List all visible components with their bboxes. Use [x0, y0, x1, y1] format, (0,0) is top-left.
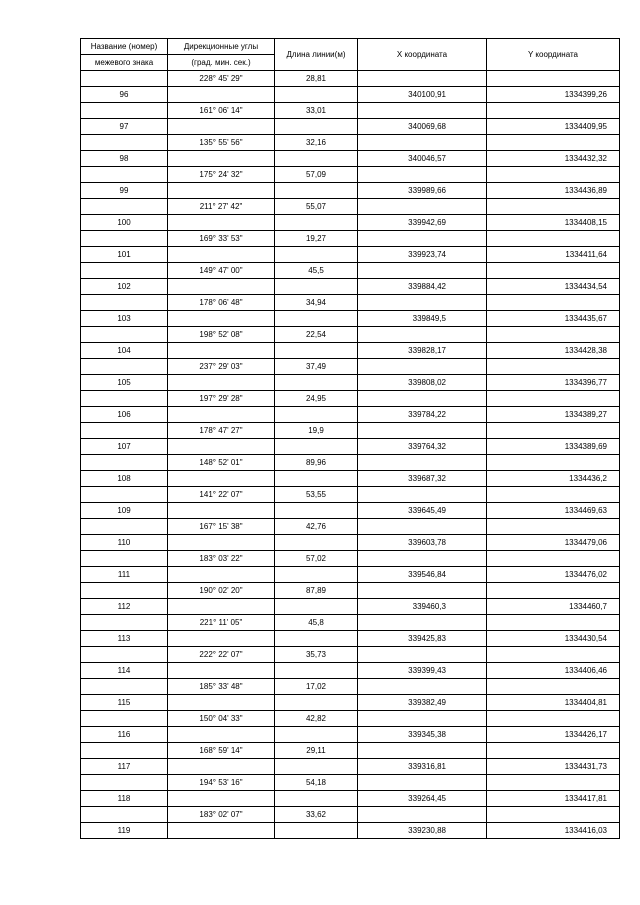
segment-name-cell	[81, 295, 168, 311]
segment-name-cell	[81, 231, 168, 247]
point-row	[81, 151, 620, 167]
point-name-cell: 103	[81, 311, 168, 327]
table-body	[81, 71, 620, 839]
y-cell-empty	[487, 647, 620, 663]
x-coordinate-cell: 339828,17	[358, 343, 487, 359]
y-coordinate-cell: 1334389,69	[487, 439, 620, 455]
y-coordinate-cell: 1334408,15	[487, 215, 620, 231]
angle-cell-empty	[168, 599, 275, 615]
x-coordinate-cell: 339264,45	[358, 791, 487, 807]
point-name-cell: 110	[81, 535, 168, 551]
y-coordinate-cell: 1334436,89	[487, 183, 620, 199]
line-length-cell: 42,76	[275, 519, 358, 535]
angle-cell-empty	[168, 183, 275, 199]
point-name-cell: 117	[81, 759, 168, 775]
x-cell-empty	[358, 359, 487, 375]
x-coordinate-cell: 339546,84	[358, 567, 487, 583]
line-length-cell: 87,89	[275, 583, 358, 599]
y-cell-empty	[487, 487, 620, 503]
line-length-cell: 33,01	[275, 103, 358, 119]
segment-name-cell	[81, 103, 168, 119]
y-cell-empty	[487, 519, 620, 535]
segment-row	[81, 135, 620, 151]
y-cell-empty	[487, 263, 620, 279]
y-coordinate-cell: 1334406,46	[487, 663, 620, 679]
segment-name-cell	[81, 423, 168, 439]
segment-row	[81, 103, 620, 119]
line-length-cell: 57,02	[275, 551, 358, 567]
segment-row	[81, 295, 620, 311]
y-cell-empty	[487, 167, 620, 183]
header-name-line1: Название (номер)	[81, 39, 168, 55]
length-cell-empty	[275, 151, 358, 167]
x-cell-empty	[358, 263, 487, 279]
x-coordinate-cell: 339460,3	[358, 599, 487, 615]
direction-angle-cell: 168° 59' 14"	[168, 743, 275, 759]
y-coordinate-cell: 1334431,73	[487, 759, 620, 775]
length-cell-empty	[275, 311, 358, 327]
segment-name-cell	[81, 359, 168, 375]
y-coordinate-cell: 1334417,81	[487, 791, 620, 807]
direction-angle-cell: 190° 02' 20"	[168, 583, 275, 599]
segment-name-cell	[81, 743, 168, 759]
y-cell-empty	[487, 743, 620, 759]
x-cell-empty	[358, 391, 487, 407]
line-length-cell: 53,55	[275, 487, 358, 503]
angle-cell-empty	[168, 695, 275, 711]
x-cell-empty	[358, 807, 487, 823]
x-cell-empty	[358, 487, 487, 503]
angle-cell-empty	[168, 791, 275, 807]
point-row	[81, 791, 620, 807]
y-cell-empty	[487, 327, 620, 343]
line-length-cell: 55,07	[275, 199, 358, 215]
point-row	[81, 567, 620, 583]
segment-name-cell	[81, 679, 168, 695]
line-length-cell: 45,8	[275, 615, 358, 631]
direction-angle-cell: 149° 47' 00"	[168, 263, 275, 279]
point-name-cell: 116	[81, 727, 168, 743]
x-coordinate-cell: 339784,22	[358, 407, 487, 423]
y-cell-empty	[487, 199, 620, 215]
direction-angle-cell: 150° 04' 33"	[168, 711, 275, 727]
point-name-cell: 99	[81, 183, 168, 199]
line-length-cell: 22,54	[275, 327, 358, 343]
x-cell-empty	[358, 71, 487, 87]
point-row	[81, 215, 620, 231]
header-y: Y координата	[487, 39, 620, 71]
x-coordinate-cell: 340046,57	[358, 151, 487, 167]
x-cell-empty	[358, 775, 487, 791]
point-row	[81, 311, 620, 327]
segment-row	[81, 775, 620, 791]
header-angle-line1: Дирекционные углы	[168, 39, 275, 55]
point-row	[81, 183, 620, 199]
x-coordinate-cell: 339316,81	[358, 759, 487, 775]
y-coordinate-cell: 1334409,95	[487, 119, 620, 135]
angle-cell-empty	[168, 439, 275, 455]
x-coordinate-cell: 339884,42	[358, 279, 487, 295]
y-cell-empty	[487, 679, 620, 695]
point-name-cell: 106	[81, 407, 168, 423]
y-coordinate-cell: 1334469,63	[487, 503, 620, 519]
line-length-cell: 33,62	[275, 807, 358, 823]
point-row	[81, 119, 620, 135]
angle-cell-empty	[168, 215, 275, 231]
point-name-cell: 109	[81, 503, 168, 519]
header-x: X координата	[358, 39, 487, 71]
segment-name-cell	[81, 711, 168, 727]
angle-cell-empty	[168, 279, 275, 295]
direction-angle-cell: 237° 29' 03"	[168, 359, 275, 375]
length-cell-empty	[275, 471, 358, 487]
angle-cell-empty	[168, 823, 275, 839]
table-header-row-1	[81, 39, 620, 55]
direction-angle-cell: 148° 52' 01"	[168, 455, 275, 471]
point-row	[81, 727, 620, 743]
length-cell-empty	[275, 439, 358, 455]
y-coordinate-cell: 1334432,32	[487, 151, 620, 167]
angle-cell-empty	[168, 631, 275, 647]
x-coordinate-cell: 339687,32	[358, 471, 487, 487]
x-cell-empty	[358, 647, 487, 663]
point-row	[81, 439, 620, 455]
length-cell-empty	[275, 727, 358, 743]
direction-angle-cell: 135° 55' 56"	[168, 135, 275, 151]
angle-cell-empty	[168, 503, 275, 519]
header-name-line2: межевого знака	[81, 55, 168, 71]
point-row	[81, 503, 620, 519]
segment-row	[81, 487, 620, 503]
y-coordinate-cell: 1334436,2	[487, 471, 620, 487]
x-coordinate-cell: 339230,88	[358, 823, 487, 839]
length-cell-empty	[275, 215, 358, 231]
segment-row	[81, 711, 620, 727]
segment-row	[81, 519, 620, 535]
length-cell-empty	[275, 279, 358, 295]
boundary-coordinates-table	[80, 38, 620, 839]
segment-name-cell	[81, 807, 168, 823]
header-angle-line2: (град. мин. сек.)	[168, 55, 275, 71]
segment-row	[81, 455, 620, 471]
y-coordinate-cell: 1334426,17	[487, 727, 620, 743]
x-cell-empty	[358, 199, 487, 215]
segment-row	[81, 391, 620, 407]
y-cell-empty	[487, 135, 620, 151]
point-name-cell: 119	[81, 823, 168, 839]
angle-cell-empty	[168, 407, 275, 423]
point-name-cell: 107	[81, 439, 168, 455]
line-length-cell: 32,16	[275, 135, 358, 151]
direction-angle-cell: 222° 22' 07"	[168, 647, 275, 663]
segment-name-cell	[81, 263, 168, 279]
point-name-cell: 102	[81, 279, 168, 295]
x-coordinate-cell: 339345,38	[358, 727, 487, 743]
direction-angle-cell: 178° 06' 48"	[168, 295, 275, 311]
direction-angle-cell: 194° 53' 16"	[168, 775, 275, 791]
angle-cell-empty	[168, 663, 275, 679]
line-length-cell: 24,95	[275, 391, 358, 407]
segment-row	[81, 199, 620, 215]
x-coordinate-cell: 339382,49	[358, 695, 487, 711]
header-length: Длина линии(м)	[275, 39, 358, 71]
segment-row	[81, 647, 620, 663]
segment-row	[81, 263, 620, 279]
direction-angle-cell: 185° 33' 48"	[168, 679, 275, 695]
y-cell-empty	[487, 551, 620, 567]
point-name-cell: 108	[81, 471, 168, 487]
segment-name-cell	[81, 583, 168, 599]
length-cell-empty	[275, 823, 358, 839]
segment-row	[81, 423, 620, 439]
length-cell-empty	[275, 567, 358, 583]
y-coordinate-cell: 1334476,02	[487, 567, 620, 583]
y-coordinate-cell: 1334428,38	[487, 343, 620, 359]
segment-name-cell	[81, 391, 168, 407]
y-coordinate-cell: 1334479,06	[487, 535, 620, 551]
angle-cell-empty	[168, 247, 275, 263]
point-row	[81, 247, 620, 263]
line-length-cell: 57,09	[275, 167, 358, 183]
point-row	[81, 663, 620, 679]
point-row	[81, 279, 620, 295]
segment-row	[81, 231, 620, 247]
x-cell-empty	[358, 295, 487, 311]
line-length-cell: 37,49	[275, 359, 358, 375]
point-name-cell: 104	[81, 343, 168, 359]
x-cell-empty	[358, 711, 487, 727]
y-cell-empty	[487, 775, 620, 791]
length-cell-empty	[275, 343, 358, 359]
point-name-cell: 118	[81, 791, 168, 807]
length-cell-empty	[275, 599, 358, 615]
direction-angle-cell: 183° 03' 22"	[168, 551, 275, 567]
y-coordinate-cell: 1334434,54	[487, 279, 620, 295]
x-cell-empty	[358, 551, 487, 567]
point-row	[81, 759, 620, 775]
point-row	[81, 407, 620, 423]
line-length-cell: 34,94	[275, 295, 358, 311]
direction-angle-cell: 167° 15' 38"	[168, 519, 275, 535]
line-length-cell: 29,11	[275, 743, 358, 759]
direction-angle-cell: 178° 47' 27"	[168, 423, 275, 439]
y-cell-empty	[487, 103, 620, 119]
y-coordinate-cell: 1334396,77	[487, 375, 620, 391]
point-name-cell: 97	[81, 119, 168, 135]
point-row	[81, 631, 620, 647]
point-row	[81, 87, 620, 103]
angle-cell-empty	[168, 727, 275, 743]
point-name-cell: 111	[81, 567, 168, 583]
segment-name-cell	[81, 199, 168, 215]
x-cell-empty	[358, 135, 487, 151]
line-length-cell: 17,02	[275, 679, 358, 695]
x-cell-empty	[358, 583, 487, 599]
segment-row	[81, 327, 620, 343]
y-cell-empty	[487, 231, 620, 247]
y-cell-empty	[487, 711, 620, 727]
segment-name-cell	[81, 551, 168, 567]
point-row	[81, 471, 620, 487]
x-cell-empty	[358, 103, 487, 119]
y-coordinate-cell: 1334435,67	[487, 311, 620, 327]
y-cell-empty	[487, 807, 620, 823]
x-cell-empty	[358, 455, 487, 471]
length-cell-empty	[275, 503, 358, 519]
y-cell-empty	[487, 455, 620, 471]
x-cell-empty	[358, 615, 487, 631]
segment-name-cell	[81, 615, 168, 631]
segment-row	[81, 71, 620, 87]
x-cell-empty	[358, 519, 487, 535]
x-coordinate-cell: 339399,43	[358, 663, 487, 679]
direction-angle-cell: 197° 29' 28"	[168, 391, 275, 407]
length-cell-empty	[275, 407, 358, 423]
y-coordinate-cell: 1334404,81	[487, 695, 620, 711]
line-length-cell: 35,73	[275, 647, 358, 663]
direction-angle-cell: 198° 52' 08"	[168, 327, 275, 343]
x-cell-empty	[358, 423, 487, 439]
segment-row	[81, 679, 620, 695]
length-cell-empty	[275, 119, 358, 135]
direction-angle-cell: 175° 24' 32"	[168, 167, 275, 183]
y-coordinate-cell: 1334411,64	[487, 247, 620, 263]
length-cell-empty	[275, 87, 358, 103]
length-cell-empty	[275, 247, 358, 263]
segment-name-cell	[81, 71, 168, 87]
line-length-cell: 28,81	[275, 71, 358, 87]
direction-angle-cell: 141° 22' 07"	[168, 487, 275, 503]
x-cell-empty	[358, 679, 487, 695]
segment-name-cell	[81, 167, 168, 183]
line-length-cell: 54,18	[275, 775, 358, 791]
x-coordinate-cell: 339603,78	[358, 535, 487, 551]
boundary-points-sheet	[80, 38, 615, 839]
point-row	[81, 535, 620, 551]
point-row	[81, 599, 620, 615]
direction-angle-cell: 228° 45' 29"	[168, 71, 275, 87]
point-name-cell: 100	[81, 215, 168, 231]
angle-cell-empty	[168, 87, 275, 103]
angle-cell-empty	[168, 119, 275, 135]
x-coordinate-cell: 339425,83	[358, 631, 487, 647]
segment-name-cell	[81, 455, 168, 471]
x-cell-empty	[358, 743, 487, 759]
point-name-cell: 101	[81, 247, 168, 263]
y-cell-empty	[487, 295, 620, 311]
x-coordinate-cell: 340100,91	[358, 87, 487, 103]
angle-cell-empty	[168, 151, 275, 167]
x-coordinate-cell: 339764,32	[358, 439, 487, 455]
direction-angle-cell: 161° 06' 14"	[168, 103, 275, 119]
segment-name-cell	[81, 135, 168, 151]
segment-name-cell	[81, 775, 168, 791]
segment-row	[81, 743, 620, 759]
point-row	[81, 343, 620, 359]
x-coordinate-cell: 340069,68	[358, 119, 487, 135]
segment-row	[81, 551, 620, 567]
y-coordinate-cell: 1334389,27	[487, 407, 620, 423]
x-coordinate-cell: 339849,5	[358, 311, 487, 327]
length-cell-empty	[275, 631, 358, 647]
length-cell-empty	[275, 375, 358, 391]
segment-row	[81, 359, 620, 375]
y-cell-empty	[487, 583, 620, 599]
point-name-cell: 113	[81, 631, 168, 647]
length-cell-empty	[275, 183, 358, 199]
angle-cell-empty	[168, 375, 275, 391]
point-row	[81, 375, 620, 391]
x-coordinate-cell: 339942,69	[358, 215, 487, 231]
length-cell-empty	[275, 759, 358, 775]
point-name-cell: 98	[81, 151, 168, 167]
line-length-cell: 42,82	[275, 711, 358, 727]
angle-cell-empty	[168, 567, 275, 583]
line-length-cell: 45,5	[275, 263, 358, 279]
line-length-cell: 19,9	[275, 423, 358, 439]
x-cell-empty	[358, 231, 487, 247]
direction-angle-cell: 169° 33' 53"	[168, 231, 275, 247]
direction-angle-cell: 183° 02' 07"	[168, 807, 275, 823]
y-cell-empty	[487, 391, 620, 407]
x-coordinate-cell: 339923,74	[358, 247, 487, 263]
y-coordinate-cell: 1334399,26	[487, 87, 620, 103]
y-coordinate-cell: 1334416,03	[487, 823, 620, 839]
y-coordinate-cell: 1334430,54	[487, 631, 620, 647]
length-cell-empty	[275, 695, 358, 711]
y-cell-empty	[487, 615, 620, 631]
point-name-cell: 105	[81, 375, 168, 391]
angle-cell-empty	[168, 311, 275, 327]
direction-angle-cell: 211° 27' 42"	[168, 199, 275, 215]
line-length-cell: 89,96	[275, 455, 358, 471]
y-cell-empty	[487, 71, 620, 87]
y-cell-empty	[487, 359, 620, 375]
y-cell-empty	[487, 423, 620, 439]
x-coordinate-cell: 339989,66	[358, 183, 487, 199]
x-coordinate-cell: 339808,02	[358, 375, 487, 391]
angle-cell-empty	[168, 343, 275, 359]
point-row	[81, 823, 620, 839]
length-cell-empty	[275, 535, 358, 551]
direction-angle-cell: 221° 11' 05"	[168, 615, 275, 631]
segment-name-cell	[81, 487, 168, 503]
point-name-cell: 114	[81, 663, 168, 679]
segment-row	[81, 167, 620, 183]
y-coordinate-cell: 1334460,7	[487, 599, 620, 615]
length-cell-empty	[275, 663, 358, 679]
segment-name-cell	[81, 519, 168, 535]
segment-name-cell	[81, 647, 168, 663]
line-length-cell: 19,27	[275, 231, 358, 247]
x-coordinate-cell: 339645,49	[358, 503, 487, 519]
point-row	[81, 695, 620, 711]
point-name-cell: 112	[81, 599, 168, 615]
segment-name-cell	[81, 327, 168, 343]
angle-cell-empty	[168, 759, 275, 775]
x-cell-empty	[358, 167, 487, 183]
segment-row	[81, 615, 620, 631]
angle-cell-empty	[168, 535, 275, 551]
length-cell-empty	[275, 791, 358, 807]
angle-cell-empty	[168, 471, 275, 487]
segment-row	[81, 583, 620, 599]
x-cell-empty	[358, 327, 487, 343]
point-name-cell: 115	[81, 695, 168, 711]
segment-row	[81, 807, 620, 823]
point-name-cell: 96	[81, 87, 168, 103]
